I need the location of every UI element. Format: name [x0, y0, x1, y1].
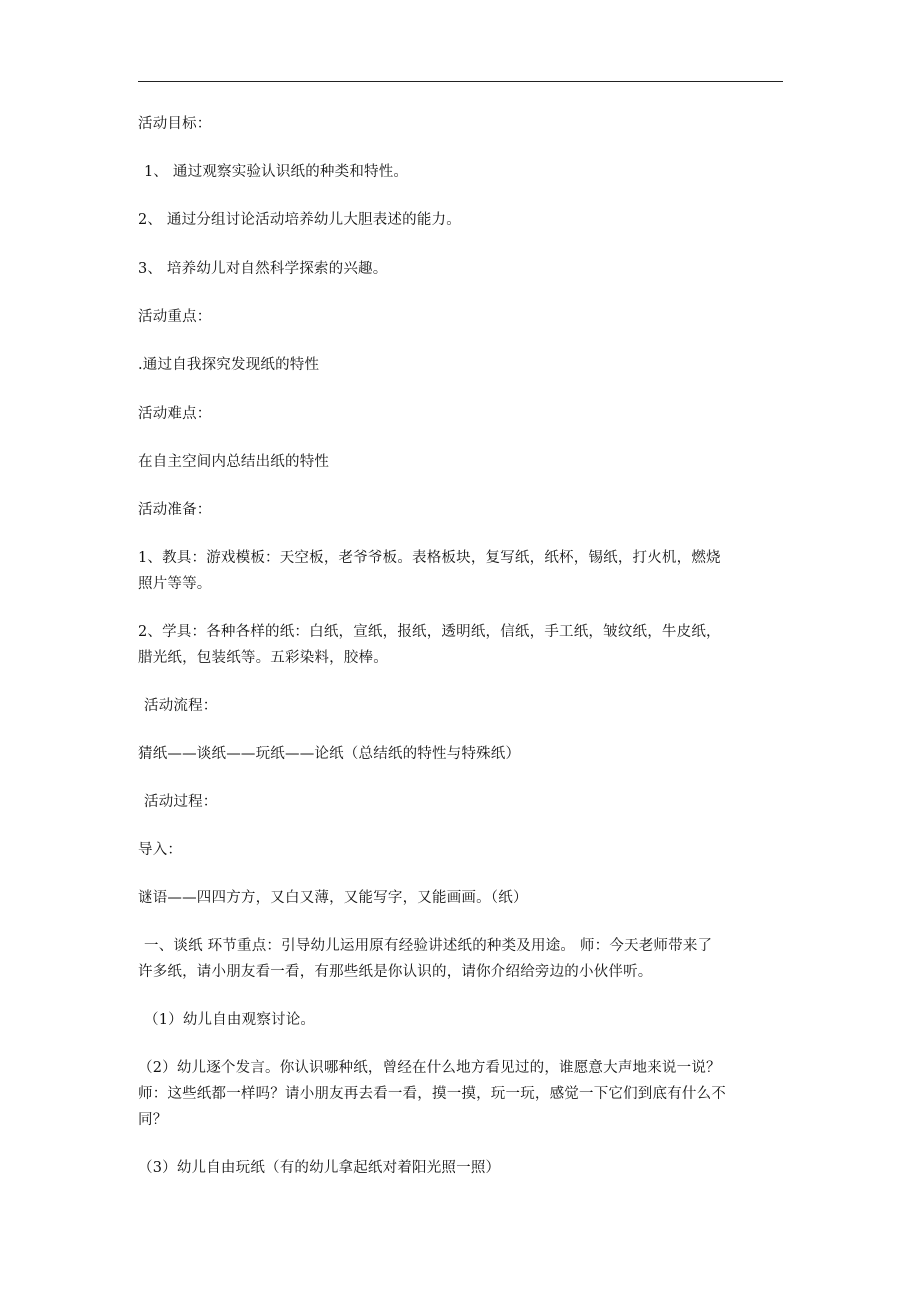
key-point-heading: 活动重点： [138, 309, 212, 325]
teaching-aids-line-2: 照片等等。 [138, 576, 212, 592]
learning-aids-line-2: 腊光纸，包装纸等。五彩染料，胶棒。 [138, 650, 388, 666]
step-2-line-1: （2）幼儿逐个发言。你认识哪种纸，曾经在什么地方看见过的，谁愿意大声地来说一说？ [138, 1060, 721, 1076]
preparation-heading: 活动准备： [138, 502, 212, 518]
learning-aids-line-1: 2、学具：各种各样的纸：白纸，宣纸，报纸，透明纸，信纸，手工纸，皱纹纸，牛皮纸， [138, 624, 721, 640]
process-heading: 活动过程： [144, 794, 218, 810]
step-1: （1）幼儿自由观察讨论。 [144, 1012, 316, 1028]
goal-item-2: 2、 通过分组讨论活动培养幼儿大胆表述的能力。 [138, 212, 461, 228]
riddle-text: 谜语——四四方方，又白又薄，又能写字，又能画画。（纸） [138, 890, 528, 906]
intro-heading: 导入： [138, 842, 183, 858]
teaching-aids-line-1: 1、教具：游戏模板：天空板，老爷爷板。表格板块，复写纸，纸杯，锡纸，打火机，燃烧 [138, 550, 721, 566]
step-2-line-2: 师：这些纸都一样吗？请小朋友再去看一看，摸一摸，玩一玩，感觉一下它们到底有什么不 [138, 1086, 726, 1102]
step-2-line-3: 同？ [138, 1112, 168, 1128]
goal-item-3: 3、 培养幼儿对自然科学探索的兴趣。 [138, 261, 388, 277]
difficulty-text: 在自主空间内总结出纸的特性 [138, 454, 330, 470]
key-point-text: .通过自我探究发现纸的特性 [138, 357, 320, 373]
goals-heading: 活动目标： [138, 116, 212, 132]
section-one-line-2: 许多纸，请小朋友看一看，有那些纸是你认识的，请你介绍给旁边的小伙伴听。 [138, 964, 653, 980]
header-rule [138, 81, 783, 82]
goal-item-1: 1、 通过观察实验认识纸的种类和特性。 [144, 164, 409, 180]
difficulty-heading: 活动难点： [138, 406, 212, 422]
step-3: （3）幼儿自由玩纸（有的幼儿拿起纸对着阳光照一照） [138, 1160, 501, 1176]
flow-text: 猜纸——谈纸——玩纸——论纸（总结纸的特性与特殊纸） [138, 746, 521, 762]
section-one-line-1: 一、谈纸 环节重点：引导幼儿运用原有经验讲述纸的种类及用途。 师：今天老师带来了 [144, 938, 713, 954]
flow-heading: 活动流程： [144, 698, 218, 714]
